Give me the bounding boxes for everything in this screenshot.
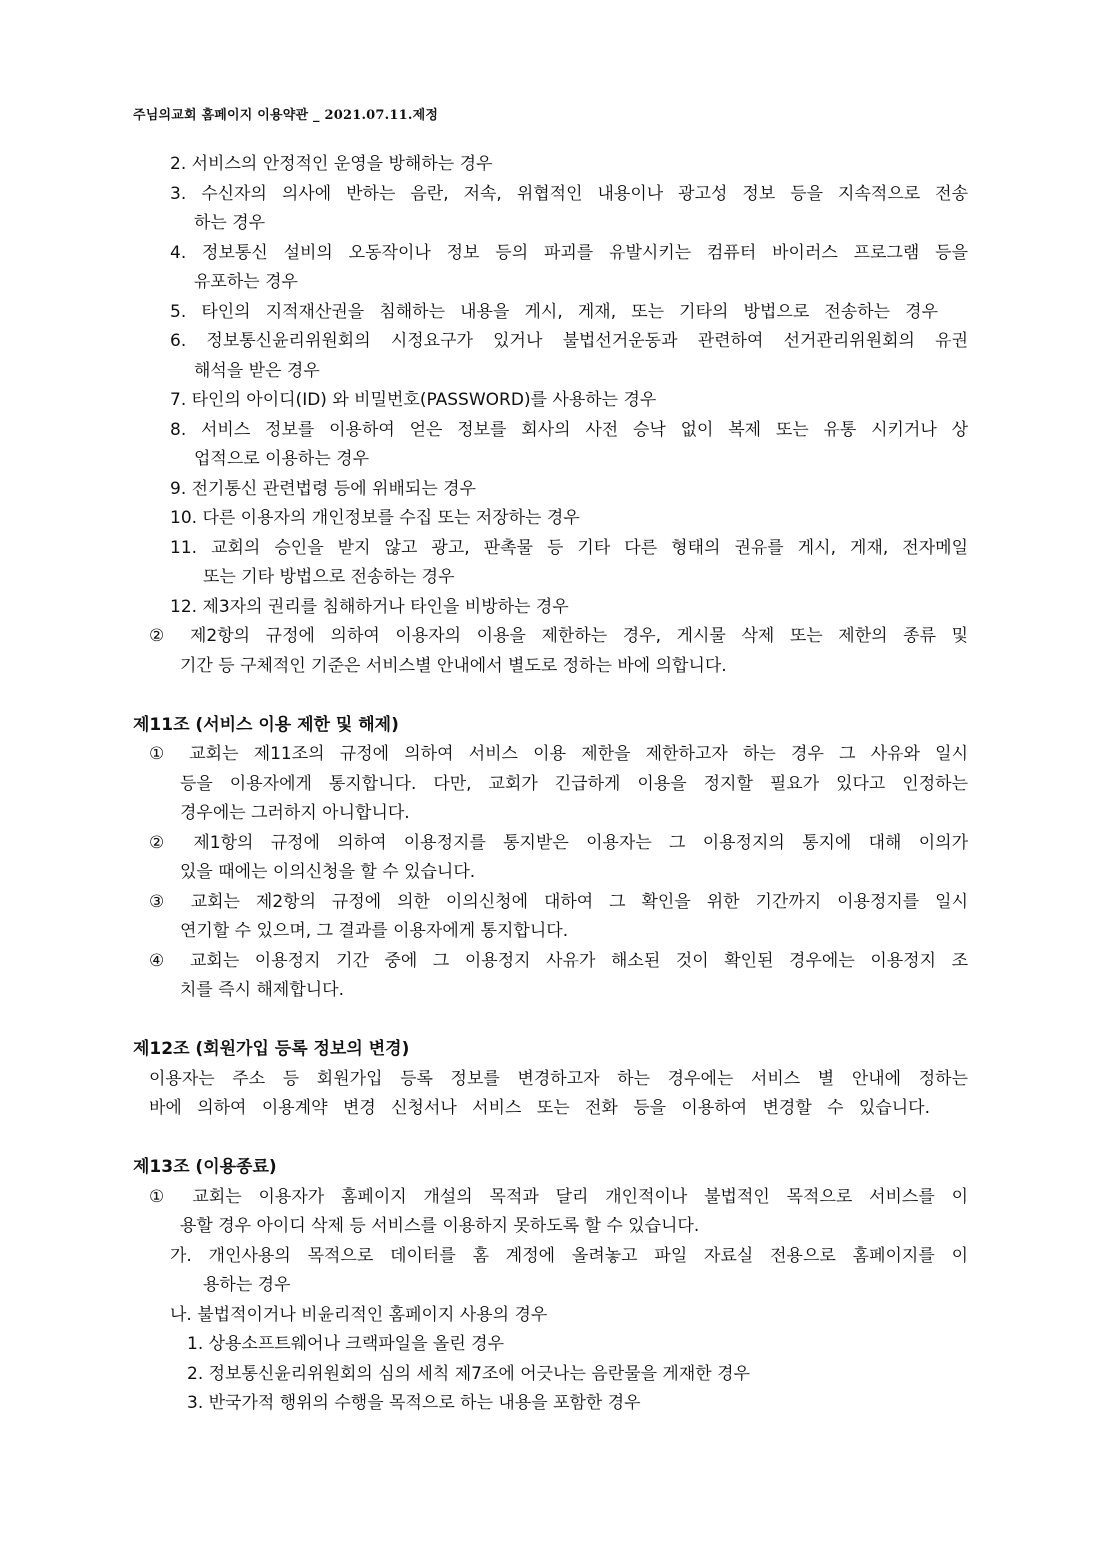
text-line: 등을 이용자에게 통지합니다. 다만, 교회가 긴급하게 이용을 정지할 필요가 있다고 인정하는 [180, 773, 968, 794]
text-line: 가. 개인사용의 목적으로 데이터를 홈 계정에 올려놓고 파일 자료실 전용으로 홈페이지를 이 [170, 1245, 968, 1266]
paragraph-gap [0, 681, 1100, 711]
page-header: 주님의교회 홈페이지 이용약관 _ 2021.07.11.제정 [133, 108, 439, 123]
text-line: 3. 수신자의 의사에 반하는 음란, 저속, 위협적인 내용이나 광고성 정보 등을 지속적으로 전송 [170, 183, 968, 204]
text-line: 5. 타인의 지적재산권을 침해하는 내용을 게시, 게재, 또는 기타의 방법으로 전송하는 경우 [170, 301, 938, 322]
text-line: 2. 서비스의 안정적인 운영을 방해하는 경우 [170, 154, 493, 174]
paragraph-gap [0, 1006, 1100, 1036]
text-line: 있을 때에는 이의신청을 할 수 있습니다. [180, 862, 476, 882]
text-line: ② 제2항의 규정에 의하여 이용자의 이용을 제한하는 경우, 게시물 삭제 또는 제한의 종류 및 [149, 626, 968, 646]
text-line: 7. 타인의 아이디(ID) 와 비밀번호(PASSWORD)를 사용하는 경우 [170, 390, 657, 410]
article-heading: 제11조 (서비스 이용 제한 및 해제) [133, 714, 399, 735]
text-line: 하는 경우 [194, 213, 266, 233]
article-heading: 제13조 (이용종료) [133, 1157, 277, 1177]
text-line: 1. 상용소프트웨어나 크랙파일을 올린 경우 [187, 1334, 505, 1354]
text-line: 바에 의하여 이용계약 변경 신청서나 서비스 또는 전화 등을 이용하여 변경할 수 있습니다. [149, 1098, 930, 1118]
text-line: 용하는 경우 [203, 1275, 291, 1295]
text-line: ① 교회는 제11조의 규정에 의하여 서비스 이용 제한을 제한하고자 하는 경우 그 사유와 일시 [149, 744, 968, 764]
text-line: 11. 교회의 승인을 받지 않고 광고, 판촉물 등 기타 다른 형태의 권유를 게시, 게재, 전자메일 [170, 537, 968, 558]
text-line: 연기할 수 있으며, 그 결과를 이용자에게 통지합니다. [180, 921, 569, 941]
text-line: 8. 서비스 정보를 이용하여 얻은 정보를 회사의 사전 승낙 없이 복제 또는 유통 시키거나 상 [170, 419, 968, 440]
text-line: 6. 정보통신윤리위원회의 시정요구가 있거나 불법선거운동과 관련하여 선거관리위원회의 유권 [170, 331, 968, 351]
text-line: 경우에는 그러하지 아니합니다. [180, 803, 410, 823]
text-line: 치를 즉시 해제합니다. [180, 980, 345, 1000]
text-line: 12. 제3자의 권리를 침해하거나 타인을 비방하는 경우 [170, 596, 569, 617]
text-line: 4. 정보통신 설비의 오동작이나 정보 등의 파괴를 유발시키는 컴퓨터 바이러스 프로그램 등을 [170, 242, 968, 263]
text-line: 9. 전기통신 관련법령 등에 위배되는 경우 [170, 478, 476, 499]
text-line: 이용자는 주소 등 회원가입 등록 정보를 변경하고자 하는 경우에는 서비스 별 안내에 정하는 [149, 1068, 968, 1089]
article-heading: 제12조 (회원가입 등록 정보의 변경) [133, 1039, 410, 1059]
document-body [0, 150, 1100, 1419]
text-line: 업적으로 이용하는 경우 [194, 449, 370, 469]
text-line: 용할 경우 아이디 삭제 등 서비스를 이용하지 못하도록 할 수 있습니다. [180, 1216, 700, 1236]
text-line: 3. 반국가적 행위의 수행을 목적으로 하는 내용을 포함한 경우 [187, 1393, 641, 1413]
text-line: 유포하는 경우 [194, 272, 298, 292]
text-line: 또는 기타 방법으로 전송하는 경우 [203, 567, 455, 587]
paragraph-gap [0, 1124, 1100, 1154]
text-line: 2. 정보통신윤리위원회의 심의 세칙 제7조에 어긋나는 음란물을 게재한 경우 [187, 1363, 750, 1384]
text-line: ④ 교회는 이용정지 기간 중에 그 이용정지 사유가 해소된 것이 확인된 경우에는 이용정지 조 [149, 950, 968, 971]
text-line: ① 교회는 이용자가 홈페이지 개설의 목적과 달리 개인적이나 불법적인 목적으로 서비스를 이 [149, 1186, 968, 1207]
text-line: ② 제1항의 규정에 의하여 이용정지를 통지받은 이용자는 그 이용정지의 통지에 대해 이의가 [149, 832, 968, 853]
text-line: 기간 등 구체적인 기준은 서비스별 안내에서 별도로 정하는 바에 의합니다. [180, 655, 727, 676]
text-line: ③ 교회는 제2항의 규정에 의한 이의신청에 대하여 그 확인을 위한 기간까지 이용정지를 일시 [149, 891, 968, 912]
text-line: 나. 불법적이거나 비윤리적인 홈페이지 사용의 경우 [170, 1304, 548, 1325]
text-line: 10. 다른 이용자의 개인정보를 수집 또는 저장하는 경우 [170, 508, 580, 528]
text-line: 해석을 받은 경우 [194, 360, 320, 381]
